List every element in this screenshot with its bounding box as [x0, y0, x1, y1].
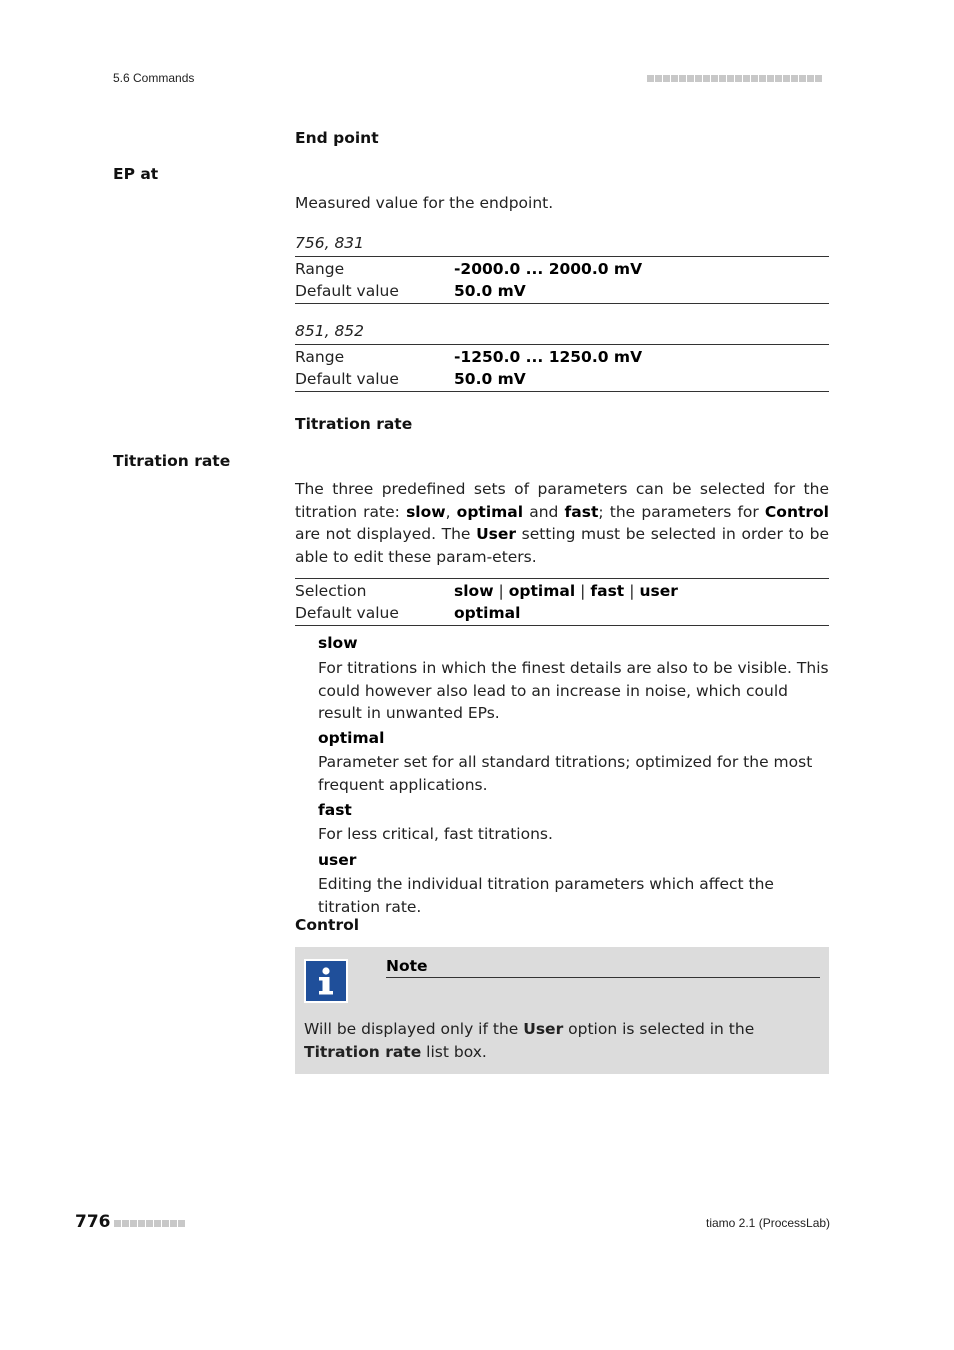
titration-rate-description: The three predefined sets of parameters can be selected for the titration rate: slow, optimal and fast; the parameters for Control are not displayed. The User setting must be selected in order to be able to edit these param-eters.: [295, 480, 829, 566]
header-decoration: [647, 75, 822, 82]
table-row: [295, 602, 829, 624]
titration-rate-table: [295, 578, 829, 626]
option-fast-text: For less critical, fast titrations.: [318, 825, 553, 843]
table-row: [295, 258, 829, 280]
table-caption: 851, 852: [295, 322, 365, 340]
row-value: -1250.0 ... 1250.0 mV: [454, 348, 643, 366]
end-point-heading: End point: [295, 129, 379, 147]
titration-rate-label: Titration rate: [113, 452, 231, 470]
note-title: Note: [386, 957, 820, 978]
row-value: 50.0 mV: [454, 370, 526, 388]
selection-values: slow | optimal | fast | user: [454, 582, 678, 600]
ep-table-851-852: [295, 322, 829, 392]
table-row: [295, 346, 829, 368]
option-optimal-text: Parameter set for all standard titrations; optimized for the most frequent applications.: [318, 753, 813, 794]
ep-at-description: Measured value for the endpoint.: [295, 194, 554, 212]
ep-at-label: EP at: [113, 165, 159, 183]
row-label: Range: [295, 348, 345, 366]
option-slow-text: For titrations in which the finest details are also to be visible. This could however also lead to an increase in noise, which could result in unwanted EPs.: [318, 659, 829, 722]
row-label: Range: [295, 260, 345, 278]
row-label: Selection: [295, 582, 367, 600]
info-icon: [304, 959, 348, 1003]
table-row: [295, 368, 829, 390]
option-user-text: Editing the individual titration parameters which affect the titration rate.: [318, 875, 774, 916]
table-row: [295, 280, 829, 302]
option-user-title: user: [318, 851, 357, 869]
footer-decoration: [114, 1220, 185, 1227]
page-number: 776: [75, 1212, 111, 1232]
table-row: [295, 580, 829, 602]
option-fast-title: fast: [318, 801, 352, 819]
note-box: [295, 947, 829, 1074]
product-name: tiamo 2.1 (ProcessLab): [706, 1216, 831, 1230]
option-optimal-title: optimal: [318, 729, 385, 747]
titration-rate-heading: Titration rate: [295, 415, 413, 433]
control-heading: Control: [295, 916, 360, 934]
option-slow-title: slow: [318, 634, 358, 652]
running-header-section: 5.6 Commands: [113, 71, 195, 85]
row-value: 50.0 mV: [454, 282, 526, 300]
row-label: Default value: [295, 282, 399, 300]
note-text: Will be displayed only if the User option is selected in the Titration rate list box.: [304, 1020, 755, 1061]
row-value: -2000.0 ... 2000.0 mV: [454, 260, 643, 278]
table-caption: 756, 831: [295, 234, 365, 252]
ep-table-756-831: [295, 234, 829, 304]
row-label: Default value: [295, 604, 399, 622]
row-value: optimal: [454, 604, 521, 622]
row-label: Default value: [295, 370, 399, 388]
